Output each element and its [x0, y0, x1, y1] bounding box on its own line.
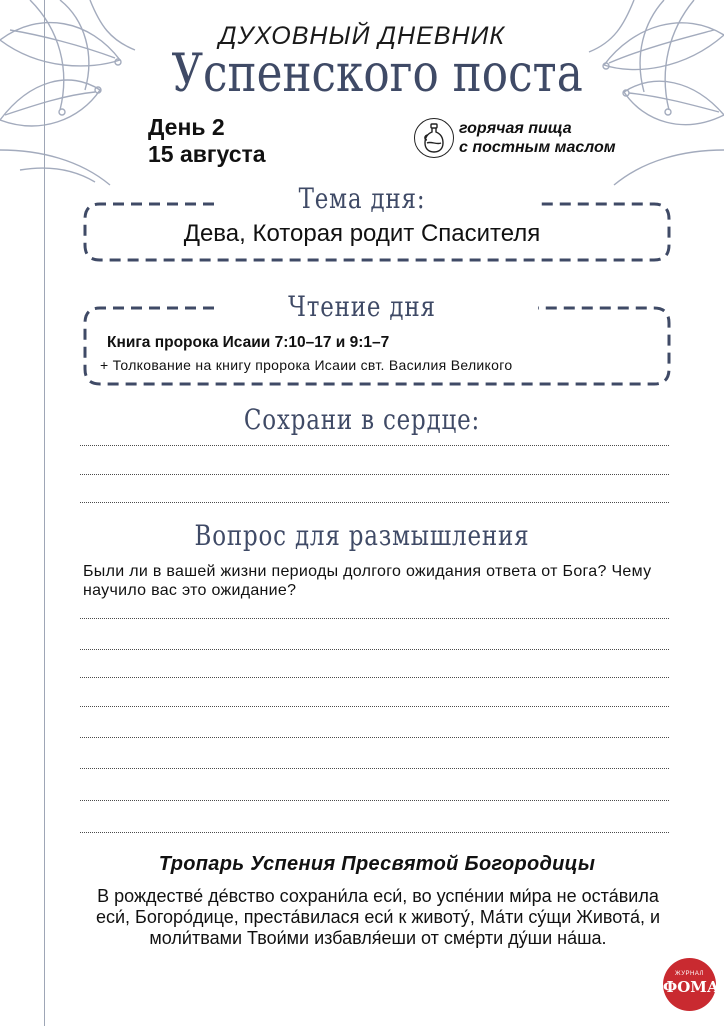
- reflection-writing-line[interactable]: [80, 677, 669, 678]
- reading-title: Чтение дня: [288, 290, 436, 323]
- heart-writing-line[interactable]: [80, 502, 669, 503]
- foma-logo: [663, 958, 720, 1011]
- heart-writing-line[interactable]: [80, 474, 669, 475]
- troparion-title: Тропарь Успения Пресвятой Богородицы: [158, 853, 596, 875]
- theme-title: Тема дня:: [298, 182, 426, 215]
- reflection-writing-line[interactable]: [80, 800, 669, 801]
- reflection-writing-line[interactable]: [80, 832, 669, 833]
- food-rule-line2: с постным маслом: [459, 139, 616, 156]
- food-rule: [414, 118, 616, 158]
- day-label: День 2: [148, 114, 225, 140]
- diary-supertitle: ДУХОВНЫЙ ДНЕВНИК: [218, 22, 506, 50]
- heart-title: Сохрани в сердце:: [243, 403, 481, 436]
- heart-writing-line[interactable]: [80, 445, 669, 446]
- reflection-writing-line[interactable]: [80, 706, 669, 707]
- reflection-writing-line[interactable]: [80, 618, 669, 619]
- diary-title: Успенского поста: [171, 44, 583, 104]
- reflection-writing-line[interactable]: [80, 737, 669, 738]
- reflection-question: Были ли в вашей жизни периоды долгого ожидания ответа от Бога? Чему научило вас это ожидание?: [83, 563, 652, 599]
- reading-main: Книга пророка Исаии 7:10–17 и 9:1–7: [107, 334, 390, 351]
- food-rule-text: [459, 119, 616, 157]
- reflection-writing-line[interactable]: [80, 649, 669, 650]
- reflection-writing-line[interactable]: [80, 768, 669, 769]
- oil-bottle-icon: [414, 118, 454, 158]
- day-info: [148, 114, 266, 168]
- theme-text: Дева, Которая родит Спасителя: [183, 220, 541, 247]
- logo-name: ФОМА: [663, 978, 720, 996]
- troparion-text: В рождестве́ де́вство сохрани́ла еси́, во успе́нии ми́ра не оста́вила еси́, Богоро́дице, преста́вилася еси́ к животу́, Ма́ти су́щи Живота́, и моли́твами Твои́ми избавля́еши от сме́рти ду́ши на́ша.: [95, 886, 661, 948]
- reflection-title: Вопрос для размышления: [194, 519, 530, 552]
- reading-commentary: + Толкование на книгу пророка Исаии свт. Василия Великого: [100, 357, 513, 373]
- logo-journal-label: ЖУРНАЛ: [675, 971, 704, 977]
- date-label: 15 августа: [148, 141, 266, 167]
- food-rule-line1: горячая пища: [459, 120, 572, 137]
